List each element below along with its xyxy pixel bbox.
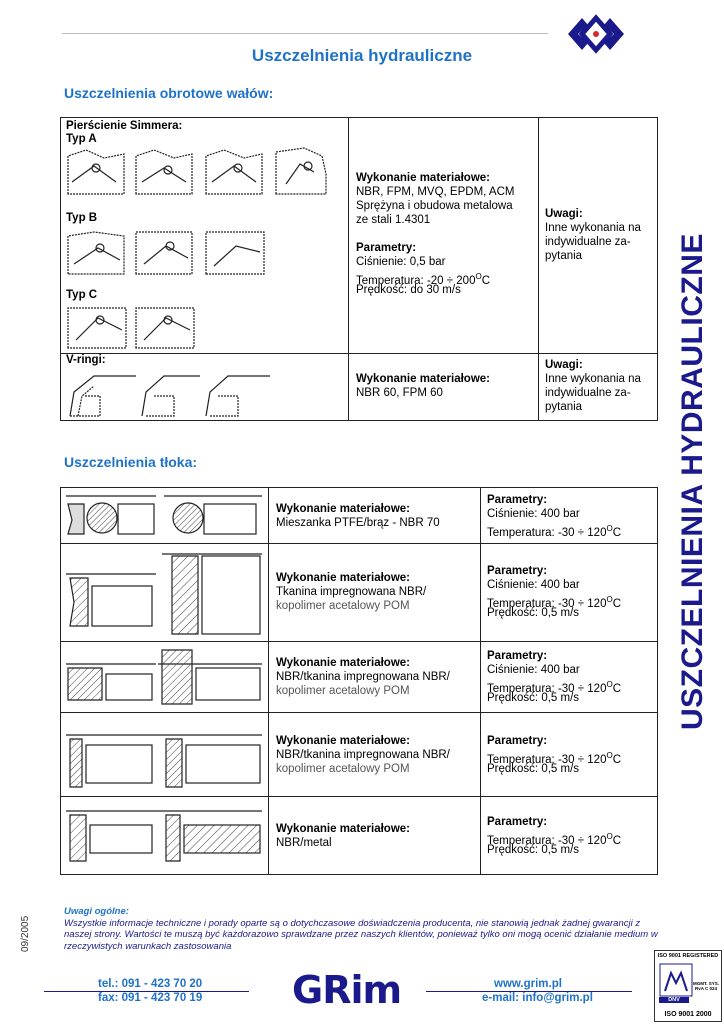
general-notes <box>64 906 664 952</box>
piston-3-param-line: Temperatura: $-30 \div 120^OC$ <box>487 680 622 695</box>
piston-2-param-line: Prędkość: 0,5 m/s <box>487 607 580 619</box>
cert-bottom-text: ISO 9001 2000 <box>664 1011 712 1018</box>
vring-note-line: pytania <box>545 401 583 413</box>
simmer-material-line: Sprężyna i obudowa metalowa <box>356 200 513 212</box>
simmer-materials-heading: Wykonanie materiałowe: <box>356 172 490 184</box>
simmer-param-line: Ciśnienie: 0,5 bar <box>356 256 446 268</box>
piston-1-params-heading: Parametry: <box>487 494 548 506</box>
email-link[interactable]: e-mail: info@grim.pl <box>482 992 593 1004</box>
header-rule <box>62 33 548 34</box>
vring-drawing <box>64 366 274 418</box>
piston-seal-drawing-2 <box>62 546 266 640</box>
table-divider <box>268 487 269 874</box>
simmer-label: Pierścienie Simmera: <box>66 120 183 132</box>
piston-2-params-heading: Parametry: <box>487 565 548 577</box>
simmer-params-heading: Parametry: <box>356 242 417 254</box>
issue-date: 09/2005 <box>20 915 31 952</box>
type-a-label: Typ A <box>66 133 97 145</box>
simmer-material-line: NBR, FPM, MVQ, EPDM, ACM <box>356 186 515 198</box>
shaft-seals-title: Uszczelnienia obrotowe wałów: <box>64 85 274 101</box>
simmer-note-line: pytania <box>545 250 583 262</box>
vring-notes-heading: Uwagi: <box>545 359 583 371</box>
piston-1-materials-heading: Wykonanie materiałowe: <box>276 503 410 515</box>
simmer-type-a-drawing <box>64 146 344 206</box>
table-divider <box>348 117 349 420</box>
piston-4-material-line: NBR/tkanina impregnowana NBR/ <box>276 749 450 761</box>
piston-3-params-heading: Parametry: <box>487 650 548 662</box>
piston-5-materials-heading: Wykonanie materiałowe: <box>276 823 410 835</box>
dnv-label: DNV <box>659 997 689 1003</box>
piston-1-material-line: Mieszanka PTFE/brąz - NBR 70 <box>276 517 440 529</box>
piston-2-materials-heading: Wykonanie materiałowe: <box>276 572 410 584</box>
type-b-label: Typ B <box>66 212 98 224</box>
piston-4-materials-heading: Wykonanie materiałowe: <box>276 735 410 747</box>
certification-mark-icon <box>659 963 693 997</box>
piston-3-materials-heading: Wykonanie materiałowe: <box>276 657 410 669</box>
cert-side-text: MGMT. SYS. RvA C 024 <box>692 981 719 991</box>
fax-number: fax: 091 - 423 70 19 <box>98 992 203 1004</box>
simmer-notes-heading: Uwagi: <box>545 208 583 220</box>
phone-number: tel.: 091 - 423 70 20 <box>98 978 203 990</box>
piston-4-param-line: Prędkość: 0,5 m/s <box>487 763 580 775</box>
vring-material-line: NBR 60, FPM 60 <box>356 387 443 399</box>
simmer-material-line: ze stali 1.4301 <box>356 214 431 226</box>
iso-certificate-badge <box>654 950 722 1022</box>
type-c-label: Typ C <box>66 289 98 301</box>
simmer-param-line: Temperatura: $-20 \div 200^OC$ <box>356 272 491 287</box>
general-notes-heading: Uwagi ogólne: <box>64 906 129 917</box>
simmer-note-line: indywidualne za- <box>545 236 631 248</box>
page-title: Uszczelnienia hydrauliczne <box>251 46 473 65</box>
piston-3-param-line: Prędkość: 0,5 m/s <box>487 692 580 704</box>
piston-2-param-line: Temperatura: $-30 \div 120^OC$ <box>487 595 622 610</box>
piston-1-param-line: Temperatura: $-30 \div 120^OC$ <box>487 524 622 539</box>
piston-seal-drawing-4 <box>62 715 266 795</box>
simmer-note-line: Inne wykonania na <box>545 222 641 234</box>
vring-materials-heading: Wykonanie materiałowe: <box>356 373 490 385</box>
simmer-param-line: Prędkość: do 30 m/s <box>356 284 461 296</box>
cert-top-text: ISO 9001 REGISTERED <box>657 953 719 959</box>
table-divider <box>538 117 539 420</box>
vring-note-line: indywidualne za- <box>545 387 631 399</box>
piston-4-param-line: Temperatura: $-30 \div 120^OC$ <box>487 751 622 766</box>
piston-5-params-heading: Parametry: <box>487 816 548 828</box>
table-divider <box>60 712 657 713</box>
grim-logo: GRim <box>292 968 402 1012</box>
piston-2-material-line: Tkanina impregnowana NBR/ <box>276 586 427 598</box>
piston-2-param-line: Ciśnienie: 400 bar <box>487 579 580 591</box>
general-notes-text: Wszystkie informacje techniczne i porady oparte są o dotychczasowe doświadczenia producenta, nie stanowią jednak żadnej gwarancji z naszej strony. Wartości te muszą być każdorazowo sprawdzane przez naszych klientów, ponieważ tylko oni mogą ocenić działanie medium w rzeczywistych warunkach zastosowania <box>64 917 658 952</box>
website-link[interactable]: www.grim.pl <box>494 978 562 990</box>
piston-seal-drawing-5 <box>62 799 266 871</box>
piston-2-material-line-gray: kopolimer acetalowy POM <box>276 600 410 612</box>
piston-5-param-line: Temperatura: $-30 \div 120^OC$ <box>487 832 622 847</box>
piston-3-param-line: Ciśnienie: 400 bar <box>487 664 580 676</box>
side-title: USZCZELNIENIA HYDRAULICZNE <box>676 233 709 730</box>
table-divider <box>60 543 657 544</box>
piston-seal-drawing-1 <box>62 490 266 542</box>
table-divider <box>60 353 657 354</box>
vring-label: V-ringi: <box>66 354 106 366</box>
piston-1-param-line: Ciśnienie: 400 bar <box>487 508 580 520</box>
table-divider <box>480 487 481 874</box>
piston-4-params-heading: Parametry: <box>487 735 548 747</box>
piston-5-material-line: NBR/metal <box>276 837 332 849</box>
piston-seals-title: Uszczelnienia tłoka: <box>64 454 198 470</box>
table-divider <box>60 641 657 642</box>
vring-note-line: Inne wykonania na <box>545 373 641 385</box>
table-divider <box>60 796 657 797</box>
piston-4-material-line-gray: kopolimer acetalowy POM <box>276 763 410 775</box>
piston-3-material-line-gray: kopolimer acetalowy POM <box>276 685 410 697</box>
piston-3-material-line: NBR/tkanina impregnowana NBR/ <box>276 671 450 683</box>
piston-seal-drawing-3 <box>62 644 266 710</box>
simmer-type-b-drawing <box>64 226 274 282</box>
simmer-type-c-drawing <box>64 300 204 352</box>
piston-5-param-line: Prędkość: 0,5 m/s <box>487 844 580 856</box>
